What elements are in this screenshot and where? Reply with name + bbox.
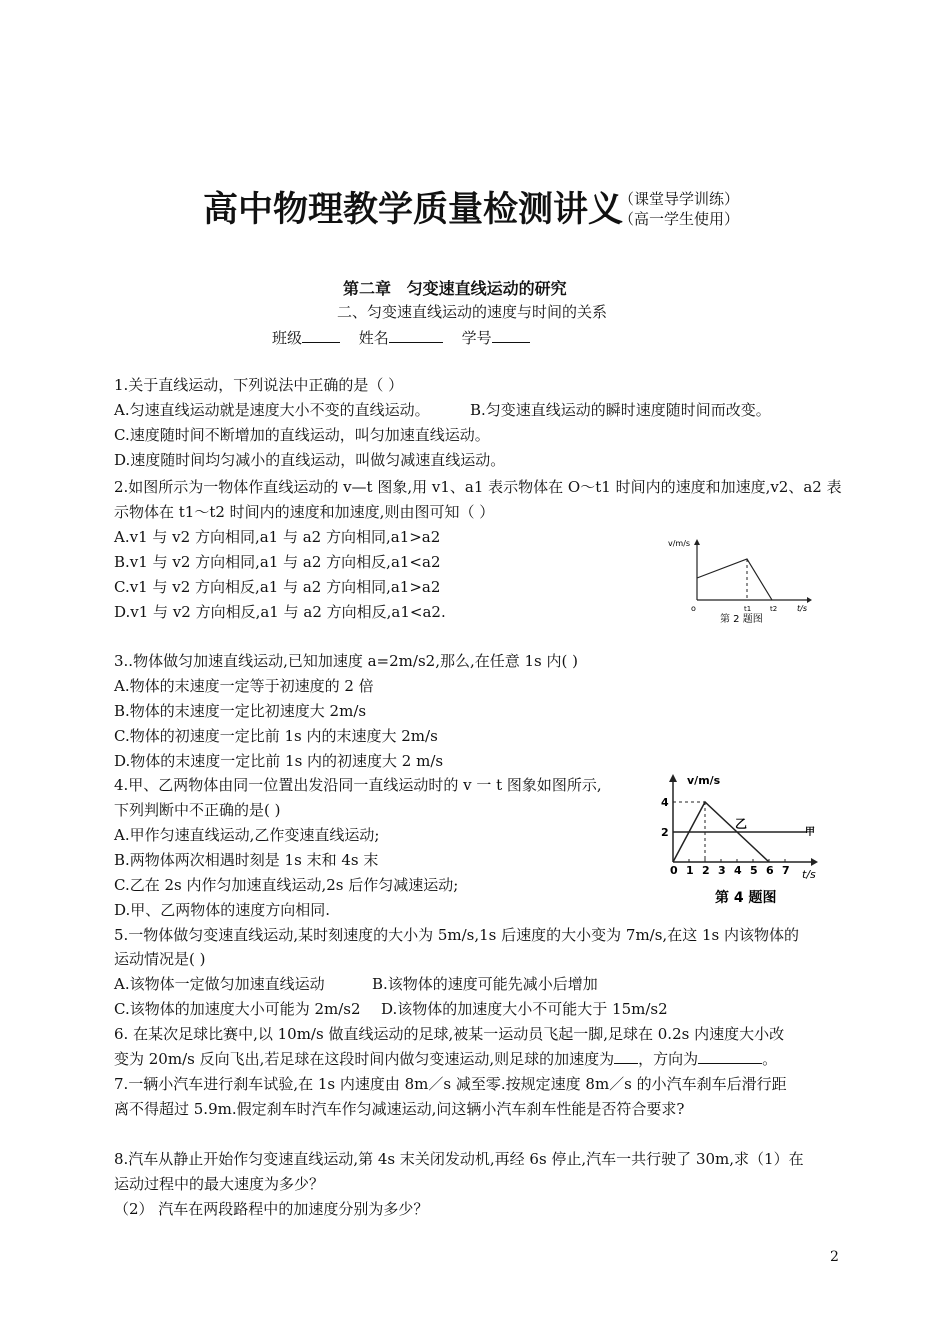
- q4-xtick-label: 2: [702, 864, 710, 877]
- chapter-heading: 第二章 匀变速直线运动的研究: [343, 279, 567, 298]
- q2-option-d: D.v1 与 v2 方向相反,a1 与 a2 方向相反,a1<a2.: [114, 603, 446, 621]
- q4-ytick-4: 4: [661, 796, 669, 809]
- q4-xtick-label: 3: [718, 864, 726, 877]
- q2-option-c: C.v1 与 v2 方向相反,a1 与 a2 方向相同,a1>a2: [114, 578, 441, 596]
- name-blank[interactable]: [389, 328, 443, 343]
- q4-option-b: B.两物体两次相遇时刻是 1s 末和 4s 末: [114, 851, 379, 869]
- q2-stem: 2.如图所示为一物体作直线运动的 v—t 图象,用 v1、a1 表示物体在 O～t1 时间内的速度和加速度,v2、a2 表示物体在 t1～t2 时间内的速度和加速度,则由图可知（ ）: [114, 478, 842, 521]
- q4-stem-1: 4.甲、乙两物体由同一位置出发沿同一直线运动时的 v 一 t 图象如图所示,: [114, 776, 602, 794]
- q2-vt-figure: [660, 532, 820, 624]
- q4-option-a: A.甲作匀速直线运动,乙作变速直线运动;: [114, 826, 380, 844]
- q1-option-c: C.速度随时间不断增加的直线运动，叫匀加速直线运动。: [114, 426, 490, 444]
- q6-text-c: 。: [762, 1050, 778, 1068]
- q4-label-yi: 乙: [735, 817, 748, 831]
- q4-xtick-label: 1: [686, 864, 694, 877]
- q2-caption: 第 2 题图: [720, 614, 763, 624]
- q5-option-a: A.该物体一定做匀加速直线运动: [114, 975, 325, 993]
- q4-xtick-label: 6: [766, 864, 774, 877]
- q1-stem: 1.关于直线运动，下列说法中正确的是（ ）: [114, 376, 404, 394]
- id-label: 学号: [461, 329, 492, 347]
- page-title: 高中物理教学质量检测讲义: [203, 190, 624, 230]
- q6-direction-blank[interactable]: [698, 1049, 762, 1064]
- q1-option-b: B.匀变速直线运动的瞬时速度随时间而改变。: [470, 401, 771, 419]
- q8-line-3: （2） 汽车在两段路程中的加速度分别为多少？: [114, 1200, 429, 1218]
- q4-ylabel: v/m/s: [687, 774, 721, 787]
- q5-option-b: B.该物体的速度可能先减小后增加: [372, 975, 598, 993]
- q4-option-d: D.甲、乙两物体的速度方向相同.: [114, 901, 331, 919]
- title-note-2: （高一学生使用）: [619, 210, 740, 228]
- q4-xtick-label: 5: [750, 864, 758, 877]
- q4-xtick-label: 0: [670, 864, 678, 877]
- class-label: 班级: [272, 329, 303, 347]
- q5-option-d: D.该物体的加速度大小不可能大于 15m/s2: [381, 1000, 668, 1018]
- q6-text-a: 变为 20m/s 反向飞出,若足球在这段时间内做匀变速运动,则足球的加速度为: [114, 1050, 615, 1068]
- q4-xtick-label: 7: [782, 864, 790, 877]
- q3-option-b: B.物体的末速度一定比初速度大 2m/s: [114, 702, 367, 720]
- q4-tlabel: t/s: [802, 868, 816, 881]
- student-info-fields: [272, 327, 530, 348]
- q5-option-c: C.该物体的加速度大小可能为 2m/s2: [114, 1000, 361, 1018]
- q4-label-jia: 甲: [805, 827, 815, 838]
- q4-option-c: C.乙在 2s 内作匀加速直线运动,2s 后作匀减速运动;: [114, 876, 459, 894]
- q3-stem: 3..物体做匀加速直线运动,已知加速度 a=2m/s2,那么,在任意 1s 内( ): [114, 652, 578, 670]
- q8-line-2: 运动过程中的最大速度为多少？: [114, 1175, 325, 1193]
- q2-t1-label: t1: [744, 605, 752, 613]
- page-number: 2: [830, 1249, 839, 1265]
- class-blank[interactable]: [302, 328, 340, 343]
- q2-graph-line: [697, 559, 772, 600]
- q4-caption: 第 4 题图: [715, 890, 777, 906]
- name-label: 姓名: [358, 329, 389, 347]
- q6-line-2: [114, 1049, 777, 1069]
- q3-option-c: C.物体的初速度一定比前 1s 内的末速度大 2m/s: [114, 727, 438, 745]
- q4-ytick-2: 2: [661, 826, 669, 839]
- q8-line-1: 8.汽车从静止开始作匀变速直线运动,第 4s 末关闭发动机,再经 6s 停止,汽车一共行驶了 30m,求（1）在: [114, 1150, 804, 1168]
- q2-tlabel: t/s: [797, 604, 807, 613]
- q5-stem-1: 5.一物体做匀变速直线运动,某时刻速度的大小为 5m/s,1s 后速度的大小变为 7m/s,在这 1s 内该物体的: [114, 926, 799, 944]
- q4-stem-2: 下列判断中不正确的是( ): [114, 801, 281, 819]
- q1-option-d: D.速度随时间均匀减小的直线运动，叫做匀减速直线运动。: [114, 451, 506, 469]
- id-blank[interactable]: [492, 328, 530, 343]
- q6-text-b: ，方向为: [638, 1050, 699, 1068]
- q2-t-axis-arrow: [807, 597, 812, 603]
- q7-line-2: 离不得超过 5.9m.假定刹车时汽车作匀减速运动,问这辆小汽车刹车性能是否符合要求?: [114, 1100, 685, 1118]
- q1-option-a: A.匀速直线运动就是速度大小不变的直线运动。: [114, 401, 430, 419]
- q4-xtick-label: 4: [734, 864, 742, 877]
- q5-stem-2: 运动情况是( ): [114, 950, 206, 968]
- q2-v-axis-arrow: [694, 539, 700, 545]
- q2-origin-label: o: [691, 604, 696, 613]
- q6-line-1: 6. 在某次足球比赛中,以 10m/s 做直线运动的足球,被某一运动员飞起一脚,足球在 0.2s 内速度大小改: [114, 1025, 785, 1043]
- q2-option-a: A.v1 与 v2 方向相同,a1 与 a2 方向相同,a1>a2: [114, 528, 441, 546]
- title-note-1: （课堂导学训练）: [619, 190, 740, 208]
- q4-t-axis-arrow: [811, 858, 818, 866]
- q3-option-a: A.物体的末速度一定等于初速度的 2 倍: [114, 677, 374, 695]
- q2-t2-label: t2: [770, 605, 778, 613]
- q4-v-axis-arrow: [669, 774, 677, 782]
- q7-line-1: 7.一辆小汽车进行刹车试验,在 1s 内速度由 8m／s 减至零.按规定速度 8m／s 的小汽车刹车后滑行距: [114, 1075, 787, 1093]
- q2-ylabel: v/m/s: [668, 539, 691, 548]
- q2-option-b: B.v1 与 v2 方向相同,a1 与 a2 方向相反,a1<a2: [114, 553, 441, 571]
- q4-vt-figure: [655, 770, 825, 910]
- q3-option-d: D.物体的末速度一定比前 1s 内的初速度大 2 m/s: [114, 752, 444, 770]
- q6-acceleration-blank[interactable]: [614, 1049, 638, 1064]
- section-heading: 二、匀变速直线运动的速度与时间的关系: [337, 303, 608, 321]
